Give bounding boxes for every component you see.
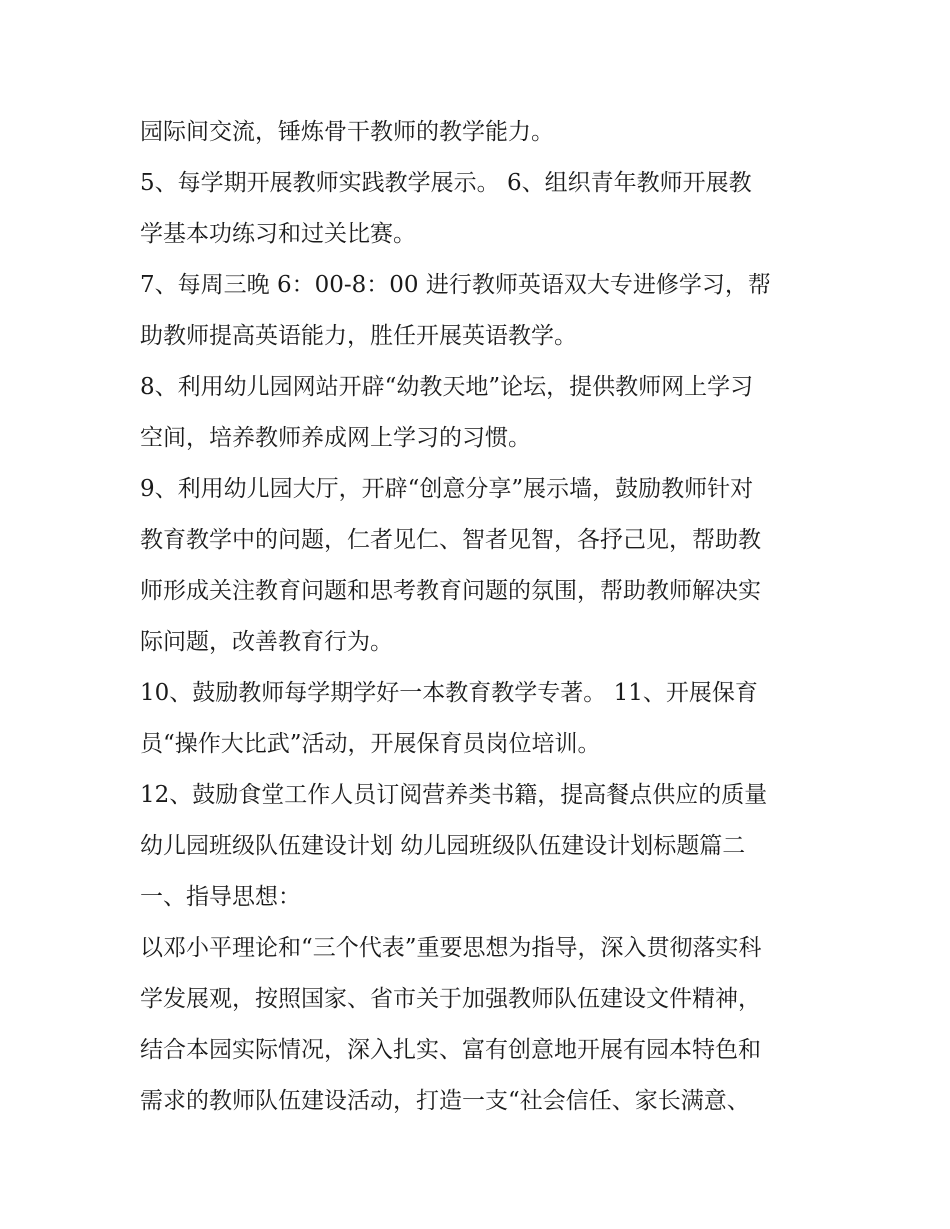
text-line: 以邓小平理论和“三个代表”重要思想为指导，深入贯彻落实科 [140, 935, 762, 961]
text-line: 7、每周三晚 6：00-8：00 进行教师英语双大专进修学习，帮 [140, 272, 771, 298]
text-line: 12、鼓励食堂工作人员订阅营养类书籍，提高餐点供应的质量 [140, 782, 768, 808]
text-line: 师形成关注教育问题和思考教育问题的氛围，帮助教师解决实 [140, 578, 761, 604]
text-line: 际问题，改善教育行为。 [140, 629, 393, 655]
text-line: 空间，培养教师养成网上学习的习惯。 [140, 425, 531, 451]
section-heading: 一、指导思想： [140, 884, 301, 910]
text-line: 结合本园实际情况，深入扎实、富有创意地开展有园本特色和 [140, 1037, 761, 1063]
text-line: 园际间交流，锤炼骨干教师的教学能力。 [140, 119, 554, 145]
text-line: 8、利用幼儿园网站开辟“幼教天地”论坛，提供教师网上学习 [140, 374, 754, 400]
text-line: 员“操作大比武”活动，开展保育员岗位培训。 [140, 731, 601, 757]
section-title: 幼儿园班级队伍建设计划 幼儿园班级队伍建设计划标题篇二 [140, 833, 746, 859]
text-line: 9、利用幼儿园大厅，开辟“创意分享”展示墙，鼓励教师针对 [140, 476, 754, 502]
text-line: 5、每学期开展教师实践教学展示。 6、组织青年教师开展教 [140, 170, 752, 196]
text-line: 10、鼓励教师每学期学好一本教育教学专著。 11、开展保育 [140, 680, 758, 706]
document-body [140, 107, 820, 1127]
text-line: 教育教学中的问题，仁者见仁、智者见智，各抒己见，帮助教 [140, 527, 761, 553]
text-line: 助教师提高英语能力，胜任开展英语教学。 [140, 323, 577, 349]
text-line: 学发展观，按照国家、省市关于加强教师队伍建设文件精神， [140, 986, 761, 1012]
text-line: 学基本功练习和过关比赛。 [140, 221, 416, 247]
text-line: 需求的教师队伍建设活动，打造一支“社会信任、家长满意、 [140, 1088, 750, 1114]
